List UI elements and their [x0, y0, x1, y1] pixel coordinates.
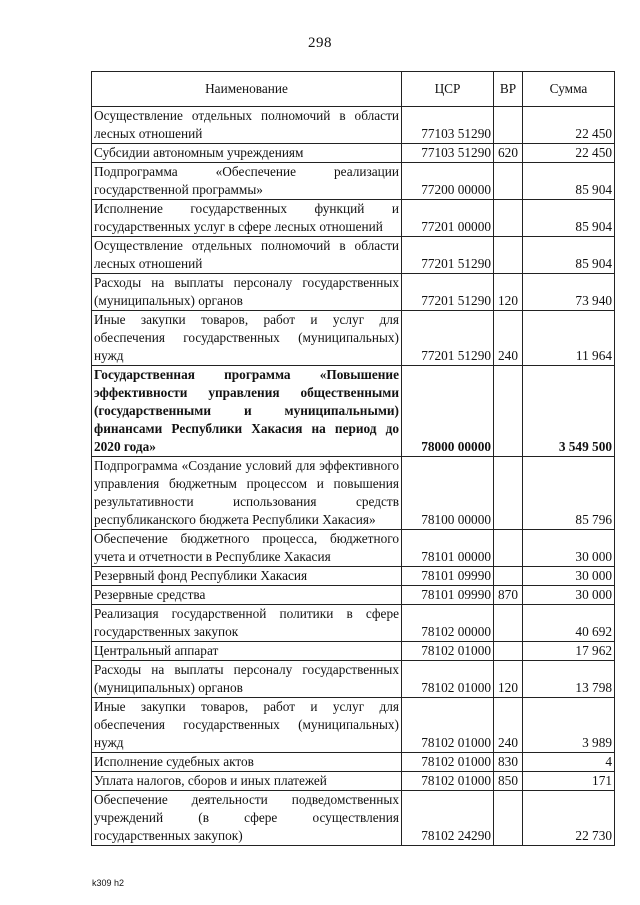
table-row: [92, 366, 615, 457]
row-csr-cell: 78101 09990: [402, 567, 494, 586]
row-name-cell: Осуществление отдельных полномочий в области лесных отношений: [92, 237, 402, 274]
table-row: [92, 753, 615, 772]
row-name-cell: Резервный фонд Республики Хакасия: [92, 567, 402, 586]
table-row: [92, 586, 615, 605]
table-row: [92, 163, 615, 200]
row-csr-cell: 78102 00000: [402, 605, 494, 642]
row-csr-cell: 78102 01000: [402, 753, 494, 772]
row-vr-cell: [494, 200, 523, 237]
row-sum-cell: 40 692: [523, 605, 615, 642]
row-name-cell: Центральный аппарат: [92, 642, 402, 661]
row-vr-cell: 830: [494, 753, 523, 772]
header-csr: ЦСР: [402, 72, 494, 107]
row-csr-cell: 78102 01000: [402, 772, 494, 791]
row-sum-cell: 13 798: [523, 661, 615, 698]
row-csr-cell: 77200 00000: [402, 163, 494, 200]
row-sum-cell: 11 964: [523, 311, 615, 366]
page-number: 298: [308, 35, 332, 51]
row-csr-cell: 78100 00000: [402, 457, 494, 530]
header-vr: ВР: [494, 72, 523, 107]
row-name-cell: Исполнение государственных функций и государственных услуг в сфере лесных отношений: [92, 200, 402, 237]
header-sum: Сумма: [523, 72, 615, 107]
row-name-cell: Обеспечение деятельности подведомственных учреждений (в сфере осуществления государственных закупок): [92, 791, 402, 846]
row-name-cell: Уплата налогов, сборов и иных платежей: [92, 772, 402, 791]
row-vr-cell: 850: [494, 772, 523, 791]
row-name-cell: Государственная программа «Повышение эффективности управления общественными (государственными и муниципальными) финансами Республики Хакасия на период до 2020 года»: [92, 366, 402, 457]
row-sum-cell: 3 549 500: [523, 366, 615, 457]
table-row: [92, 530, 615, 567]
table-row: [92, 457, 615, 530]
table-header: [92, 72, 615, 107]
row-sum-cell: 85 904: [523, 163, 615, 200]
table-row: [92, 274, 615, 311]
table-row: [92, 791, 615, 846]
row-vr-cell: 620: [494, 144, 523, 163]
row-vr-cell: [494, 530, 523, 567]
row-sum-cell: 22 450: [523, 144, 615, 163]
row-csr-cell: 78101 09990: [402, 586, 494, 605]
row-vr-cell: [494, 107, 523, 144]
row-csr-cell: 77201 00000: [402, 200, 494, 237]
row-vr-cell: [494, 163, 523, 200]
header-name: Наименование: [92, 72, 402, 107]
row-sum-cell: 30 000: [523, 530, 615, 567]
row-csr-cell: 77103 51290: [402, 144, 494, 163]
row-vr-cell: [494, 237, 523, 274]
table-row: [92, 698, 615, 753]
row-name-cell: Реализация государственной политики в сфере государственных закупок: [92, 605, 402, 642]
row-vr-cell: 240: [494, 311, 523, 366]
row-vr-cell: [494, 791, 523, 846]
row-vr-cell: 120: [494, 661, 523, 698]
row-csr-cell: 78102 01000: [402, 642, 494, 661]
table-row: [92, 237, 615, 274]
row-name-cell: Резервные средства: [92, 586, 402, 605]
row-name-cell: Осуществление отдельных полномочий в области лесных отношений: [92, 107, 402, 144]
table-row: [92, 661, 615, 698]
row-sum-cell: 22 730: [523, 791, 615, 846]
row-csr-cell: 77201 51290: [402, 274, 494, 311]
row-csr-cell: 78101 00000: [402, 530, 494, 567]
row-sum-cell: 85 796: [523, 457, 615, 530]
row-vr-cell: 120: [494, 274, 523, 311]
table-row: [92, 311, 615, 366]
table-body: [92, 107, 615, 846]
table-row: [92, 605, 615, 642]
row-sum-cell: 3 989: [523, 698, 615, 753]
row-sum-cell: 17 962: [523, 642, 615, 661]
row-csr-cell: 78102 24290: [402, 791, 494, 846]
row-vr-cell: [494, 642, 523, 661]
row-csr-cell: 77103 51290: [402, 107, 494, 144]
row-name-cell: Расходы на выплаты персоналу государственных (муниципальных) органов: [92, 661, 402, 698]
row-sum-cell: 4: [523, 753, 615, 772]
row-csr-cell: 78000 00000: [402, 366, 494, 457]
row-name-cell: Подпрограмма «Обеспечение реализации государственной программы»: [92, 163, 402, 200]
row-vr-cell: [494, 366, 523, 457]
row-vr-cell: [494, 605, 523, 642]
row-vr-cell: [494, 457, 523, 530]
row-csr-cell: 78102 01000: [402, 698, 494, 753]
row-vr-cell: 870: [494, 586, 523, 605]
row-name-cell: Обеспечение бюджетного процесса, бюджетного учета и отчетности в Республике Хакасия: [92, 530, 402, 567]
table-row: [92, 144, 615, 163]
row-name-cell: Субсидии автономным учреждениям: [92, 144, 402, 163]
row-sum-cell: 30 000: [523, 567, 615, 586]
row-sum-cell: 73 940: [523, 274, 615, 311]
row-sum-cell: 30 000: [523, 586, 615, 605]
row-name-cell: Подпрограмма «Создание условий для эффективного управления бюджетным процессом и повышения результативности использования средств республиканского бюджета Республики Хакасия»: [92, 457, 402, 530]
row-sum-cell: 85 904: [523, 200, 615, 237]
footer-code: k309 h2: [92, 878, 125, 888]
table-row: [92, 107, 615, 144]
row-csr-cell: 77201 51290: [402, 311, 494, 366]
budget-table: [91, 71, 615, 846]
row-vr-cell: [494, 567, 523, 586]
row-name-cell: Иные закупки товаров, работ и услуг для обеспечения государственных (муниципальных) нужд: [92, 311, 402, 366]
row-csr-cell: 77201 51290: [402, 237, 494, 274]
row-csr-cell: 78102 01000: [402, 661, 494, 698]
table-row: [92, 200, 615, 237]
row-vr-cell: 240: [494, 698, 523, 753]
table-row: [92, 642, 615, 661]
row-sum-cell: 22 450: [523, 107, 615, 144]
header-row: [92, 72, 615, 107]
row-sum-cell: 171: [523, 772, 615, 791]
table-row: [92, 567, 615, 586]
row-name-cell: Исполнение судебных актов: [92, 753, 402, 772]
row-name-cell: Расходы на выплаты персоналу государственных (муниципальных) органов: [92, 274, 402, 311]
row-name-cell: Иные закупки товаров, работ и услуг для обеспечения государственных (муниципальных) нужд: [92, 698, 402, 753]
table-row: [92, 772, 615, 791]
row-sum-cell: 85 904: [523, 237, 615, 274]
